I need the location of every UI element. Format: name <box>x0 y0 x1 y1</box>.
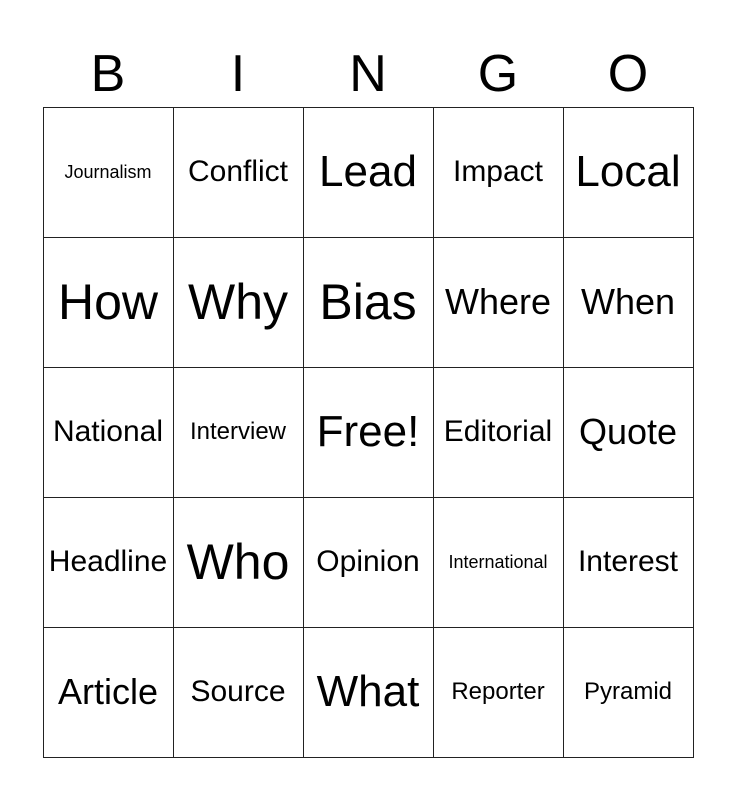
bingo-cell-who[interactable]: Who <box>173 497 304 628</box>
bingo-cell-reporter[interactable]: Reporter <box>433 627 564 758</box>
bingo-cell-why[interactable]: Why <box>173 237 304 368</box>
header-letter-o: O <box>607 45 649 103</box>
header-letter-b: B <box>90 45 126 103</box>
bingo-cell-interest[interactable]: Interest <box>563 497 694 628</box>
bingo-cell-where[interactable]: Where <box>433 237 564 368</box>
bingo-cell-pyramid[interactable]: Pyramid <box>563 627 694 758</box>
bingo-cell-how[interactable]: How <box>43 237 174 368</box>
bingo-board <box>43 107 693 757</box>
bingo-cell-headline[interactable]: Headline <box>43 497 174 628</box>
bingo-cell-quote[interactable]: Quote <box>563 367 694 498</box>
header-letter-i: I <box>230 45 246 103</box>
bingo-header <box>43 40 693 108</box>
bingo-cell-journalism[interactable]: Journalism <box>43 107 174 238</box>
header-letter-n: N <box>349 45 387 103</box>
bingo-cell-opinion[interactable]: Opinion <box>303 497 434 628</box>
bingo-cell-what[interactable]: What <box>303 627 434 758</box>
bingo-cell-when[interactable]: When <box>563 237 694 368</box>
bingo-cell-article[interactable]: Article <box>43 627 174 758</box>
bingo-cell-local[interactable]: Local <box>563 107 694 238</box>
bingo-cell-source[interactable]: Source <box>173 627 304 758</box>
header-letter-g: G <box>477 45 519 103</box>
bingo-cell-international[interactable]: International <box>433 497 564 628</box>
bingo-cell-interview[interactable]: Interview <box>173 367 304 498</box>
bingo-cell-impact[interactable]: Impact <box>433 107 564 238</box>
bingo-cell-lead[interactable]: Lead <box>303 107 434 238</box>
bingo-cell-editorial[interactable]: Editorial <box>433 367 564 498</box>
bingo-cell-conflict[interactable]: Conflict <box>173 107 304 238</box>
bingo-cell-bias[interactable]: Bias <box>303 237 434 368</box>
bingo-cell-national[interactable]: National <box>43 367 174 498</box>
bingo-cell-free-space[interactable]: Free! <box>303 367 434 498</box>
